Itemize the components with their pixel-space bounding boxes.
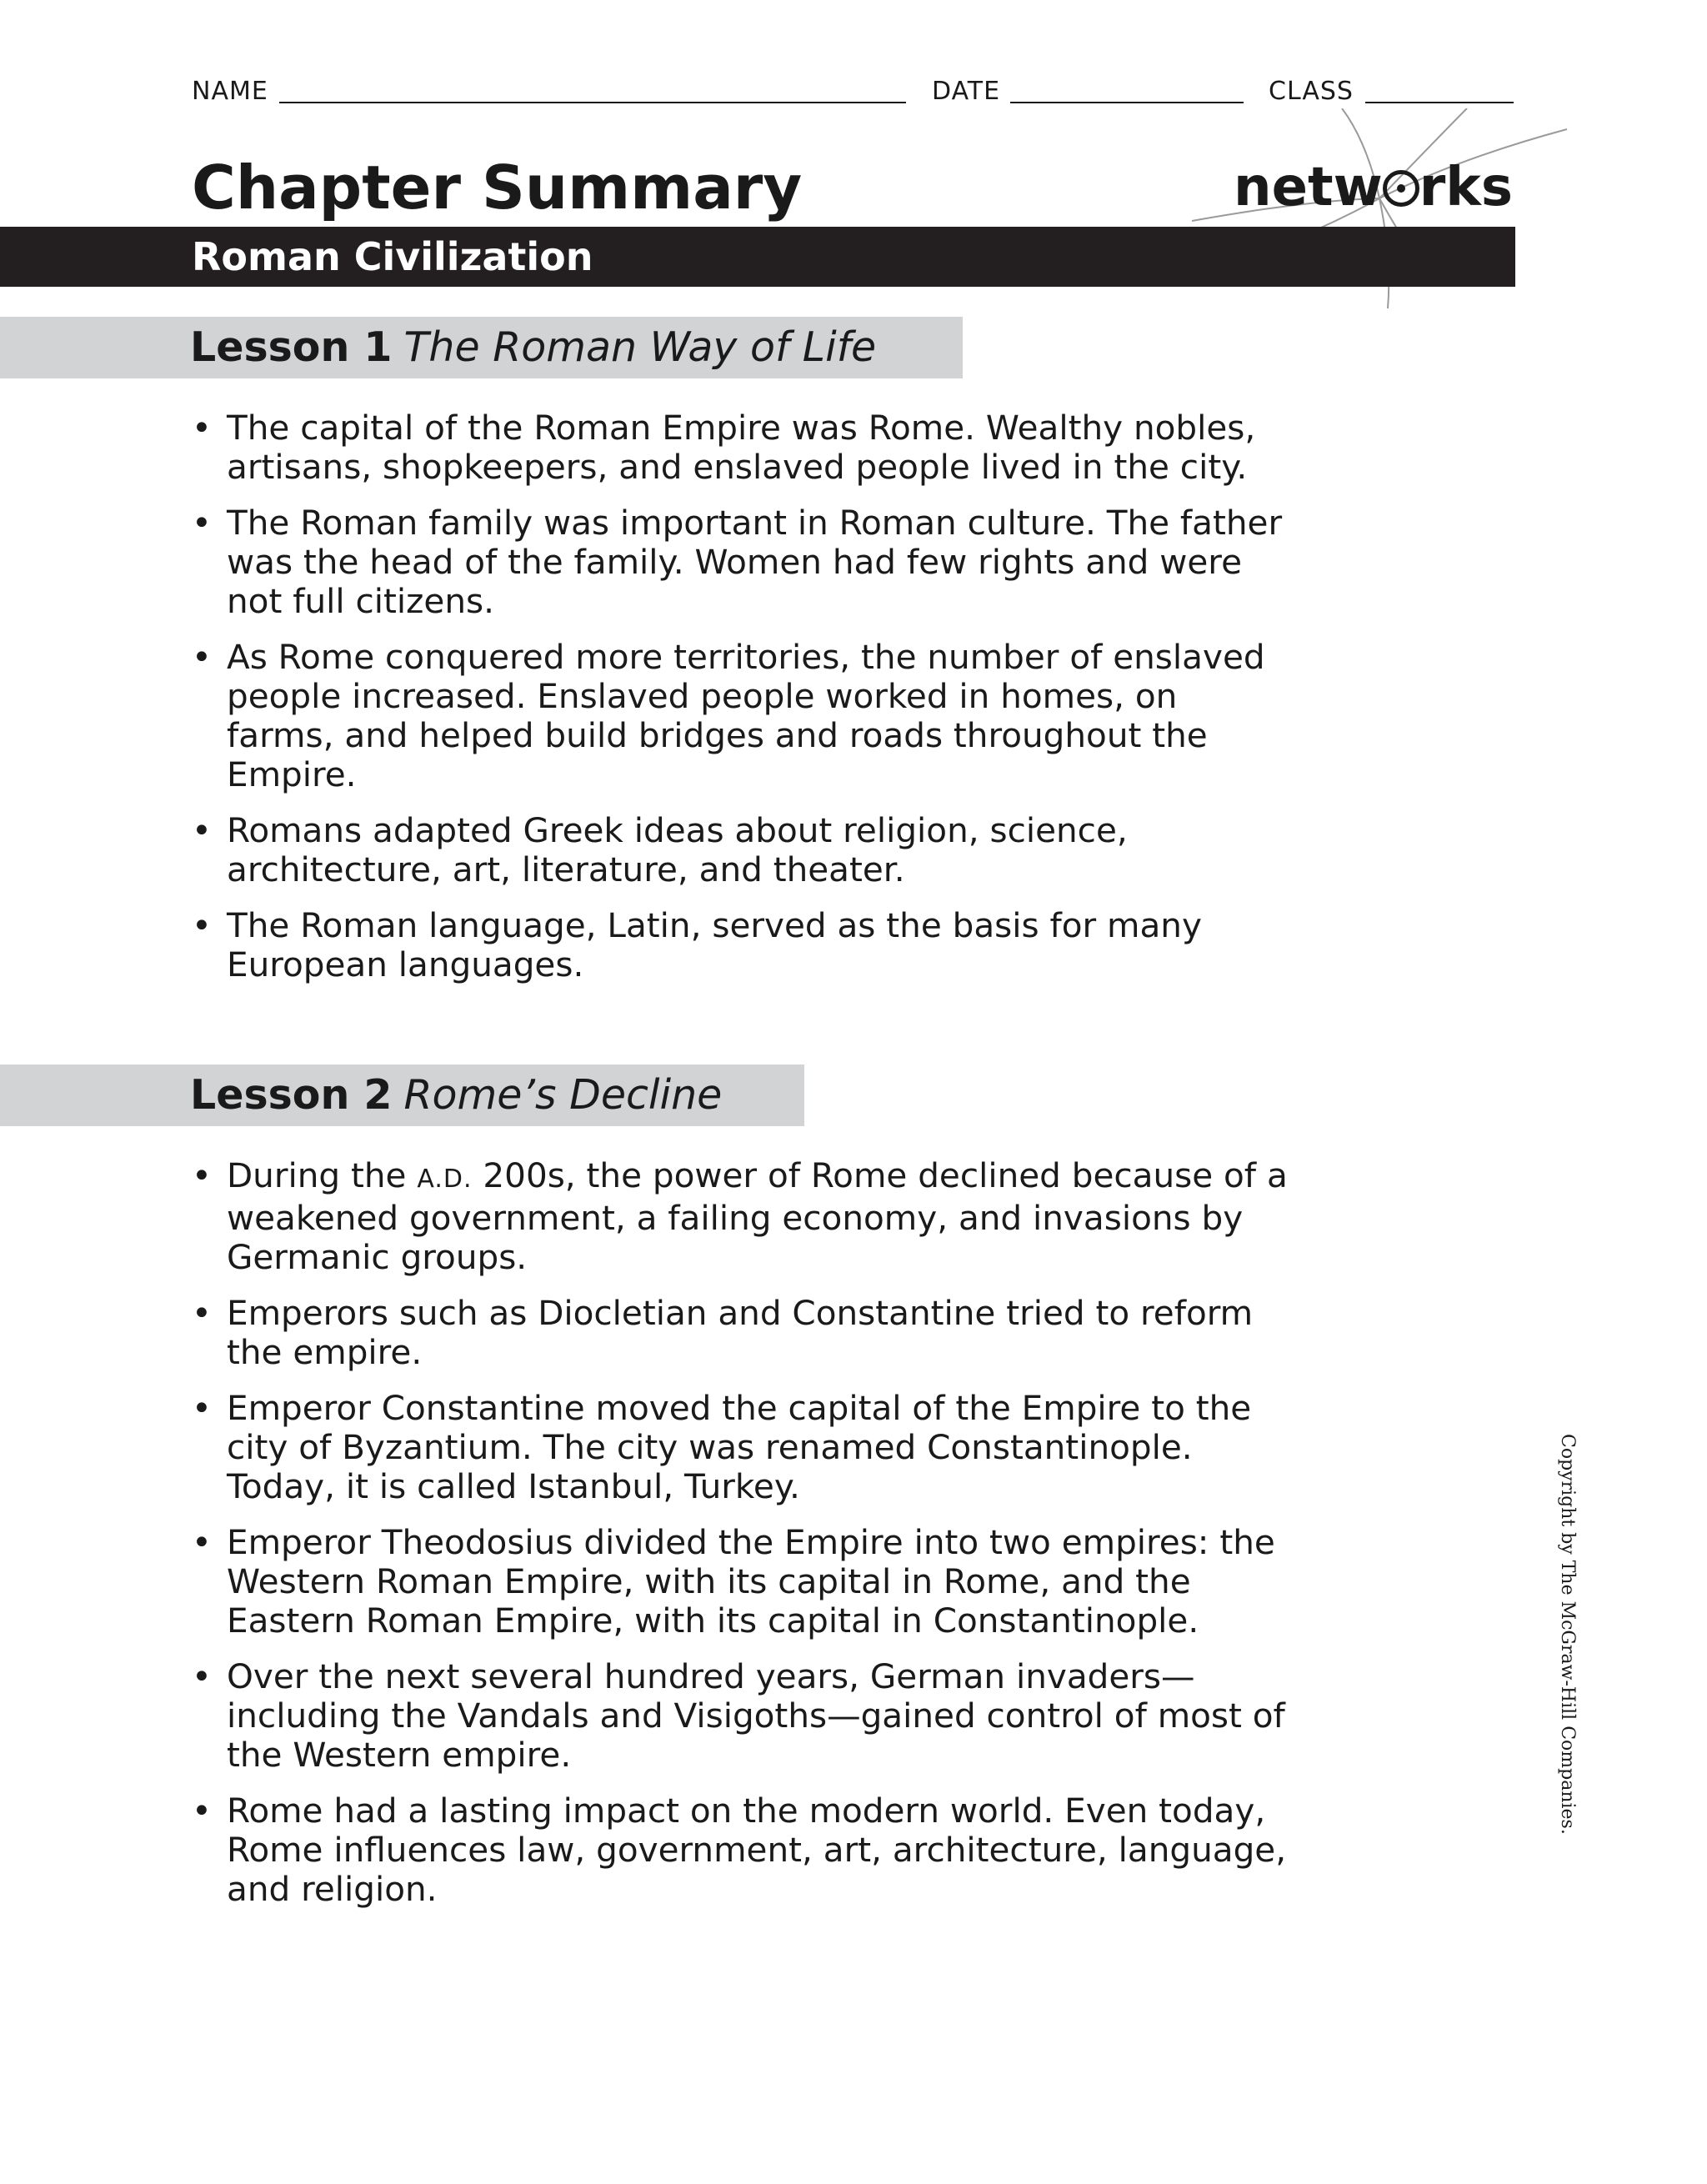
list-item (192, 1657, 1292, 1775)
lesson2-heading-bar (0, 1064, 804, 1126)
bullet-text: Emperor Theodosius divided the Empire into two empires: the Western Roman Empire, with its capital in Rome, and the Eastern Roman Empire, with its capital in Constantinople. (227, 1522, 1275, 1641)
bullet-text-pre: During the (227, 1155, 407, 1195)
bullet-icon: • (192, 1388, 212, 1428)
bullet-text: Rome had a lasting impact on the modern world. Even today, Rome influences law, government, art, architecture, language, and religion. (227, 1791, 1287, 1909)
lesson1-bullet-list (192, 408, 1292, 1001)
bullet-text: Emperor Constantine moved the capital of the Empire to the city of Byzantium. The city was renamed Constantinople. Today, it is called Istanbul, Turkey. (227, 1388, 1252, 1506)
chapter-subtitle-bar (0, 227, 1515, 287)
date-field-line[interactable] (1010, 102, 1244, 103)
bullet-text: The Roman family was important in Roman culture. The father was the head of the family. Women had few rights and were not full citizens. (227, 503, 1283, 621)
bullet-text: Romans adapted Greek ideas about religion, science, architecture, art, literature, and theater. (227, 810, 1128, 889)
bullet-icon: • (192, 905, 212, 945)
class-label: CLASS (1269, 77, 1354, 106)
bullet-icon: • (192, 1522, 212, 1562)
header-fields (192, 77, 1513, 107)
bullet-text-post: 200s, the power of Rome declined because of a weakened government, a failing economy, and invasions by Germanic groups. (227, 1155, 1288, 1277)
name-label: NAME (192, 77, 268, 106)
lesson2-name: Rome’s Decline (403, 1071, 723, 1119)
bullet-icon: • (192, 637, 212, 677)
lesson2-number: Lesson 2 (190, 1071, 393, 1119)
logo-text-right: rks (1419, 157, 1513, 218)
bullet-text: Over the next several hundred years, German invaders—including the Vandals and Visigoths—gained control of most of the Western empire. (227, 1656, 1285, 1775)
networks-logo (1234, 154, 1517, 229)
list-item (192, 1294, 1292, 1372)
bullet-icon: • (192, 408, 212, 448)
list-item (192, 1791, 1292, 1909)
lesson1-name: The Roman Way of Life (403, 323, 877, 371)
lesson1-heading-bar (0, 317, 963, 378)
chapter-subtitle: Roman Civilization (192, 234, 593, 279)
chapter-title: Chapter Summary (192, 153, 803, 223)
bullet-text: The capital of the Roman Empire was Rome. Wealthy nobles, artisans, shopkeepers, and enslaved people lived in the city. (227, 408, 1256, 487)
bullet-icon: • (192, 1155, 212, 1195)
list-item (192, 1523, 1292, 1641)
bullet-icon: • (192, 1656, 212, 1696)
lesson2-bullet-list (192, 1156, 1292, 1926)
list-item (192, 503, 1292, 621)
list-item (192, 638, 1292, 794)
bullet-text: The Roman language, Latin, served as the basis for many European languages. (227, 905, 1202, 984)
logo-o-icon (1383, 170, 1419, 207)
era-abbreviation: A.D. (417, 1165, 473, 1194)
name-field-line[interactable] (279, 102, 906, 103)
bullet-icon: • (192, 1791, 212, 1831)
bullet-icon: • (192, 503, 212, 543)
date-label: DATE (932, 77, 1001, 106)
list-item (192, 1156, 1292, 1277)
list-item (192, 1389, 1292, 1506)
bullet-text: Emperors such as Diocletian and Constantine tried to reform the empire. (227, 1293, 1254, 1372)
copyright-notice: Copyright by The McGraw-Hill Companies. (1557, 1434, 1578, 1835)
bullet-icon: • (192, 810, 212, 850)
list-item (192, 408, 1292, 487)
lesson2-heading (190, 1069, 722, 1121)
list-item (192, 811, 1292, 889)
bullet-icon: • (192, 1293, 212, 1333)
bullet-text: As Rome conquered more territories, the number of enslaved people increased. Enslaved people worked in homes, on farms, and helped build bridges and roads throughout the Empire. (227, 637, 1265, 794)
lesson1-number: Lesson 1 (190, 323, 393, 371)
logo-text-left: netw (1234, 157, 1383, 218)
lesson1-heading (190, 322, 876, 373)
list-item (192, 906, 1292, 984)
class-field-line[interactable] (1365, 102, 1514, 103)
